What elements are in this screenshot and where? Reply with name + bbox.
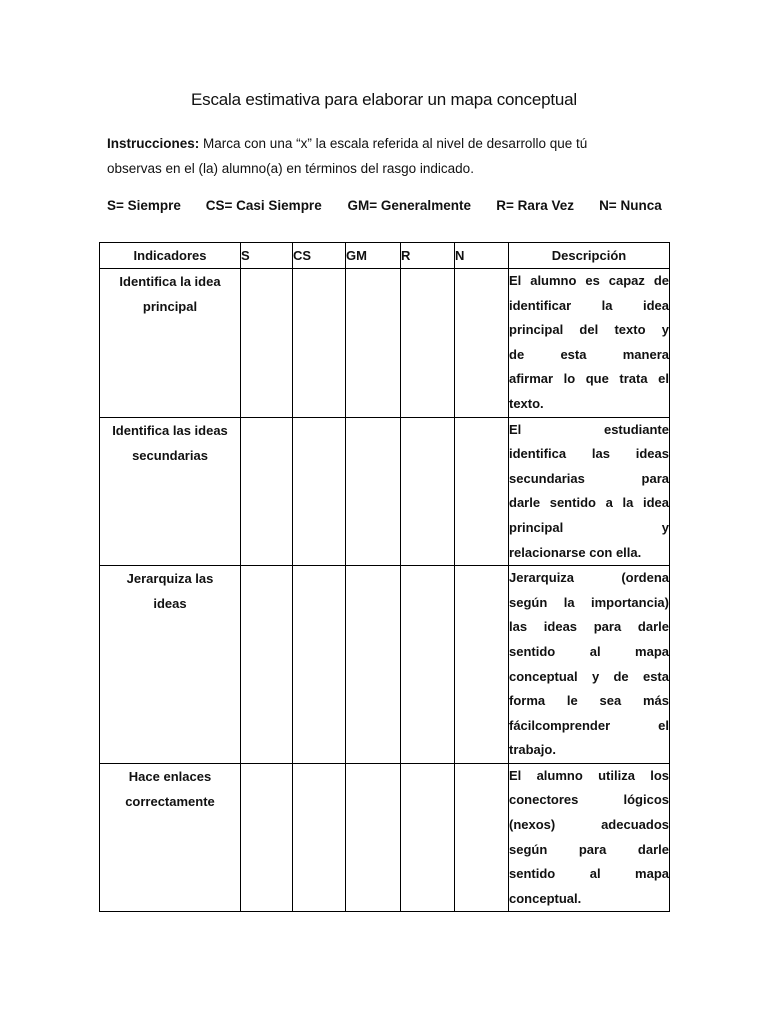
header-r: R: [401, 243, 455, 269]
rating-cell-n[interactable]: [455, 417, 509, 566]
description-line: secundarias para: [509, 470, 669, 486]
indicator-text: Identifica las ideas: [112, 422, 228, 438]
instructions-paragraph: [107, 131, 667, 181]
description-line: conceptual.: [509, 890, 582, 906]
description-line: las ideas para darle: [509, 619, 669, 635]
header-n: N: [455, 243, 509, 269]
indicator-text: Hace enlaces: [128, 768, 212, 784]
description-line: principal y: [509, 519, 669, 535]
indicator-cell: [100, 417, 241, 566]
table-row: [100, 566, 670, 764]
description-line: El estudiante: [509, 421, 669, 437]
description-line: de esta manera: [509, 346, 669, 362]
header-cs: CS: [293, 243, 346, 269]
rating-cell-s[interactable]: [241, 269, 293, 418]
description-line: identifica las ideas: [509, 446, 669, 462]
indicator-text: Jerarquiza las: [126, 571, 214, 587]
description-line: relacionarse con ella.: [509, 544, 642, 560]
indicator-text: correctamente: [125, 793, 215, 809]
description-line: texto.: [509, 395, 544, 411]
instructions-line-2: observas en el (la) alumno(a) en términos del rasgo indicado.: [107, 161, 474, 176]
header-gm: GM: [346, 243, 401, 269]
table-row: [100, 763, 670, 912]
description-line: forma le sea más: [509, 693, 669, 709]
description-line: identificar la idea: [509, 297, 669, 313]
description-cell: [509, 417, 670, 566]
rating-scale-table: [99, 242, 670, 912]
rating-cell-s[interactable]: [241, 763, 293, 912]
description-line: El alumno utiliza los: [509, 767, 669, 783]
rating-cell-r[interactable]: [401, 417, 455, 566]
rating-cell-cs[interactable]: [293, 269, 346, 418]
rating-cell-cs[interactable]: [293, 763, 346, 912]
legend-item-siempre: S= Siempre: [107, 198, 181, 213]
rating-cell-r[interactable]: [401, 763, 455, 912]
description-cell: [509, 566, 670, 764]
description-line: según para darle: [509, 841, 669, 857]
rating-cell-s[interactable]: [241, 417, 293, 566]
rating-cell-cs[interactable]: [293, 566, 346, 764]
header-descripcion: Descripción: [509, 243, 670, 269]
legend-item-casi-siempre: CS= Casi Siempre: [205, 198, 322, 213]
indicator-cell: [100, 269, 241, 418]
header-indicadores: Indicadores: [100, 243, 241, 269]
rating-cell-cs[interactable]: [293, 417, 346, 566]
table-row: [100, 417, 670, 566]
description-line: darle sentido a la idea: [509, 495, 669, 511]
instructions-label: Instrucciones:: [107, 136, 200, 151]
page-title: Escala estimativa para elaborar un mapa conceptual: [191, 90, 577, 109]
indicator-text: ideas: [153, 596, 187, 612]
description-line: El alumno es capaz de: [509, 273, 669, 288]
rating-cell-s[interactable]: [241, 566, 293, 764]
rating-cell-n[interactable]: [455, 763, 509, 912]
table-header-row: [100, 243, 670, 269]
indicator-text: secundarias: [132, 447, 208, 463]
indicator-text: principal: [142, 299, 198, 314]
description-line: (nexos) adecuados: [509, 817, 669, 833]
description-line: afirmar lo que trata el: [509, 371, 669, 387]
instructions-line-1: Marca con una “x” la escala referida al nivel de desarrollo que tú: [199, 136, 588, 151]
indicator-text: Identifica la idea: [119, 274, 221, 289]
description-line: sentido al mapa: [509, 643, 669, 659]
header-s: S: [241, 243, 293, 269]
legend-item-generalmente: GM= Generalmente: [347, 198, 471, 213]
description-line: conceptual y de esta: [509, 668, 669, 684]
description-line: sentido al mapa: [509, 866, 669, 882]
description-line: principal del texto y: [509, 322, 669, 338]
rating-cell-gm[interactable]: [346, 417, 401, 566]
rating-cell-r[interactable]: [401, 566, 455, 764]
indicator-cell: [100, 566, 241, 764]
rating-cell-r[interactable]: [401, 269, 455, 418]
indicator-cell: [100, 763, 241, 912]
description-cell: [509, 763, 670, 912]
description-line: Jerarquiza (ordena: [509, 570, 669, 586]
description-line: trabajo.: [509, 742, 556, 758]
legend-item-nunca: N= Nunca: [599, 198, 662, 213]
description-line: conectores lógicos: [509, 792, 669, 808]
scale-legend: [107, 198, 707, 213]
rating-cell-gm[interactable]: [346, 269, 401, 418]
description-cell: [509, 269, 670, 418]
legend-item-rara-vez: R= Rara Vez: [496, 198, 574, 213]
description-line: fácilcomprender el: [509, 717, 669, 733]
rating-cell-n[interactable]: [455, 566, 509, 764]
description-line: según la importancia): [509, 594, 669, 610]
table-row: [100, 269, 670, 418]
rating-cell-n[interactable]: [455, 269, 509, 418]
rating-cell-gm[interactable]: [346, 566, 401, 764]
rating-cell-gm[interactable]: [346, 763, 401, 912]
